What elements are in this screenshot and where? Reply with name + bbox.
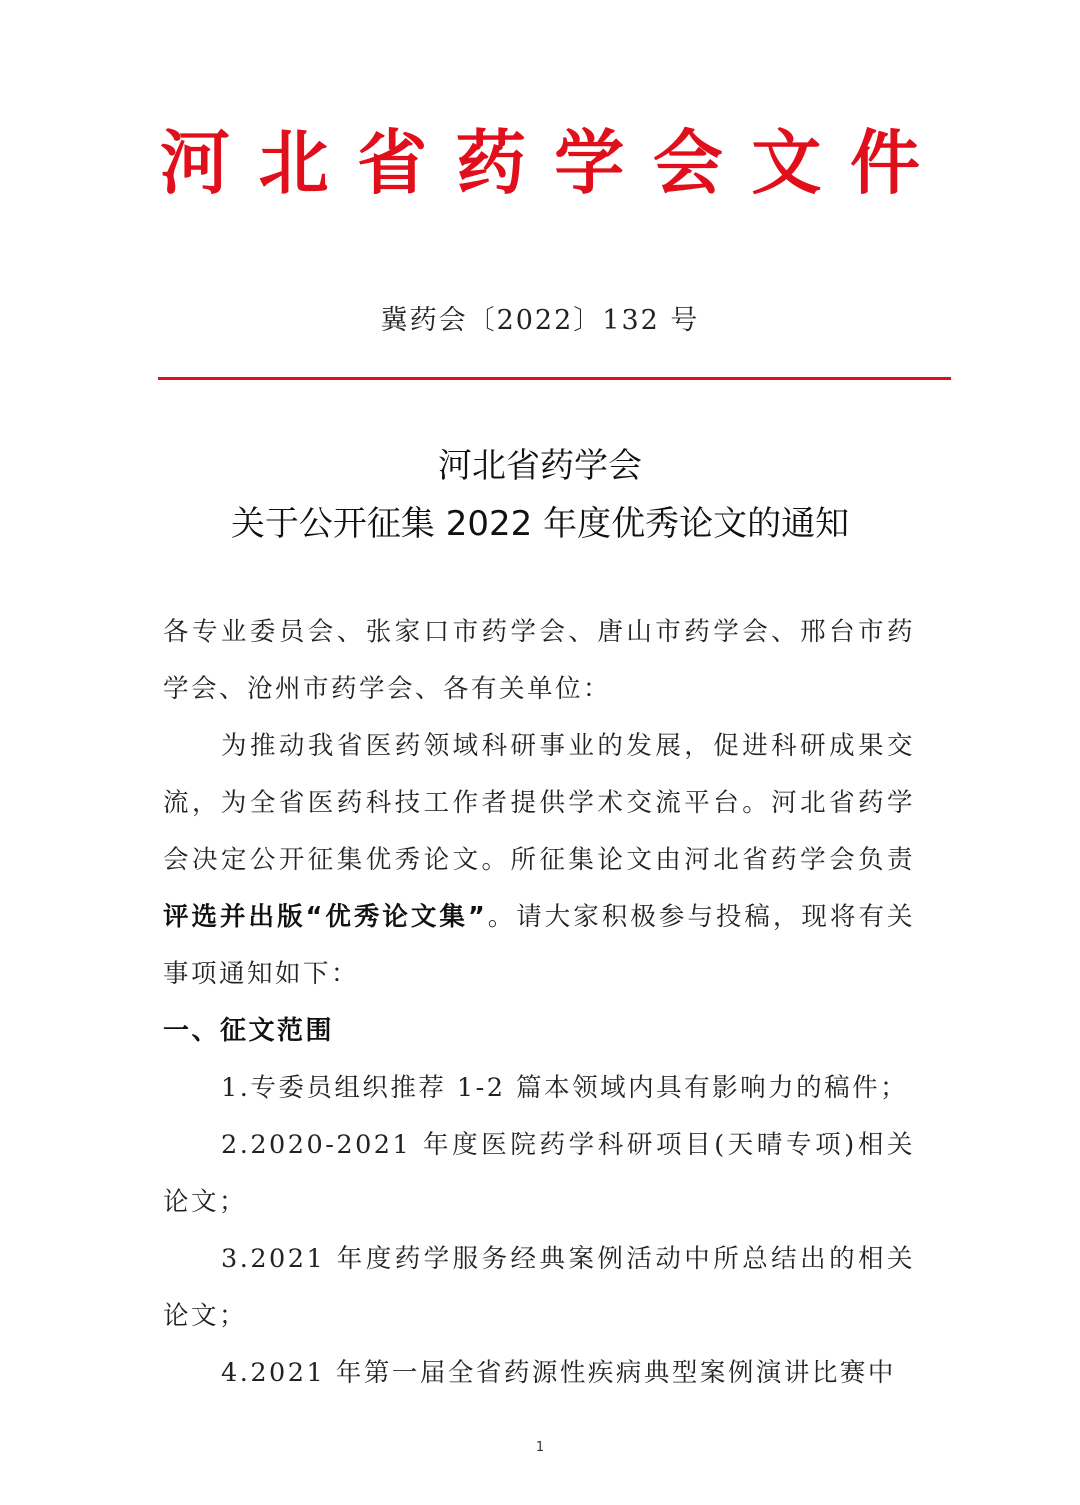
header-char: 会	[652, 122, 723, 204]
addressees-paragraph: 各专业委员会、张家口市药学会、唐山市药学会、邢台市药学会、沧州市药学会、各有关单位：	[163, 617, 915, 704]
list-item: 3.2021 年度药学服务经典案例活动中所总结出的相关论文；	[163, 1244, 915, 1331]
red-divider-line	[158, 377, 951, 380]
header-char: 河	[160, 122, 230, 204]
intro-text-part1: 为推动我省医药领域科研事业的发展，促进科研成果交流，为全省医药科技工作者提供学术交流平台。河北省药学会决定公开征集优秀论文。所征集论文由河北省药学会负责	[163, 731, 915, 875]
section-heading: 一、征文范围	[163, 1016, 335, 1046]
header-char: 北	[258, 122, 329, 204]
intro-bold-text: 评选并出版“优秀论文集”	[163, 902, 488, 932]
header-char: 件	[849, 122, 920, 204]
list-item: 1.专委员组织推荐 1-2 篇本领域内具有影响力的稿件；	[221, 1073, 909, 1103]
document-number: 冀药会〔2022〕132 号	[380, 305, 700, 336]
header-char: 药	[455, 122, 526, 204]
document-header-title	[160, 118, 920, 208]
header-char: 省	[357, 122, 428, 204]
notice-body	[163, 604, 915, 1402]
notice-title-line1: 河北省药学会	[438, 446, 642, 486]
header-char: 文	[751, 122, 822, 204]
intro-text-part2: 。请大家积极参与投稿，现将有关事项通知如下：	[163, 902, 915, 989]
intro-paragraph	[163, 718, 915, 1003]
page-number: 1	[535, 1440, 545, 1455]
header-char: 学	[554, 122, 625, 204]
notice-title-line2: 关于公开征集 2022 年度优秀论文的通知	[230, 504, 850, 544]
list-item: 2.2020-2021 年度医院药学科研项目(天晴专项)相关论文；	[163, 1130, 915, 1217]
list-item: 4.2021 年第一届全省药源性疾病典型案例演讲比赛中	[221, 1358, 896, 1388]
